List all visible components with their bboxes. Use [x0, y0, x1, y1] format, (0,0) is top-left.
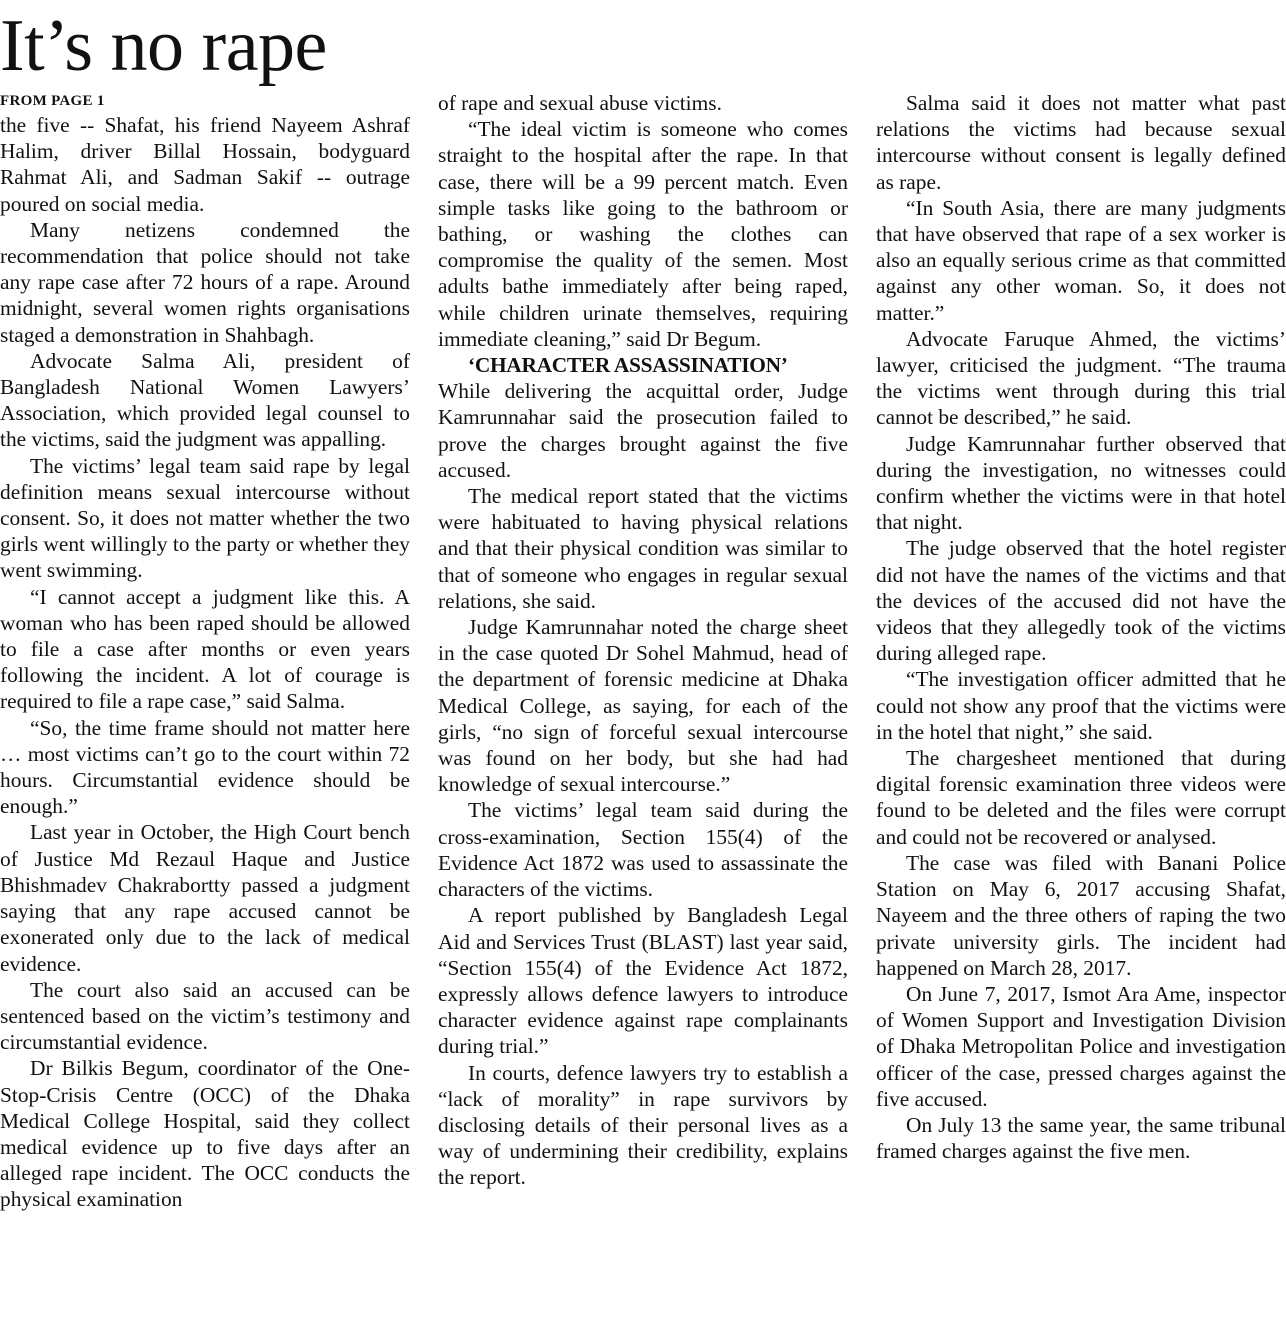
paragraph: The court also said an accused can be sentenced based on the victim’s testimony and circumstantial evidence. [0, 977, 410, 1055]
paragraph: the five -- Shafat, his friend Nayeem Ashraf Halim, driver Billal Hossain, bodyguard Rahmat Ali, and Sadman Sakif -- outrage poured on social media. [0, 113, 410, 216]
paragraph: In courts, defence lawyers try to establish a “lack of morality” in rape survivors by disclosing details of their personal lives as a way of undermining their credibility, explains the report. [438, 1060, 848, 1190]
paragraph: “The investigation officer admitted that he could not show any proof that the victims were in the hotel that night,” she said. [876, 667, 1286, 744]
paragraph: The chargesheet mentioned that during digital forensic examination three videos were found to be deleted and the files were corrupt and could not be recovered or analysed. [876, 746, 1286, 849]
paragraph: Judge Kamrunnahar noted the charge sheet in the case quoted Dr Sohel Mahmud, head of the department of forensic medicine at Dhaka Medical College, as saying, for each of the girls, “no sign of forceful sexual intercourse was found on her body, but she had had knowledge of sexual intercourse.” [438, 615, 848, 797]
paragraph: “So, the time frame should not matter here … most victims can’t go to the court within 72 hours. Circumstantial evidence should be enough.” [0, 715, 410, 819]
paragraph: Advocate Faruque Ahmed, the victims’ lawyer, criticised the judgment. “The trauma the victims went through during this trial cannot be described,” he said. [876, 326, 1286, 430]
headline: It’s no rape [0, 5, 327, 87]
paragraph: The medical report stated that the victims were habituated to having physical relations and that their physical condition was similar to that of someone who engages in regular sexual relations, she said. [438, 484, 848, 613]
paragraph: Dr Bilkis Begum, coordinator of the One-Stop-Crisis Centre (OCC) of the Dhaka Medical College Hospital, said they collect medical evidence up to five days after an alleged rape incident. The OCC conducts the physical examination [0, 1056, 410, 1212]
section-subhead: ‘CHARACTER ASSASSINATION’ [468, 353, 788, 378]
paragraph: A report published by Bangladesh Legal Aid and Services Trust (BLAST) last year said, “Section 155(4) of the Evidence Act 1872, expressly allows defence lawyers to introduce character evidence against rape complainants during trial.” [438, 903, 848, 1059]
article-column-2 [438, 90, 848, 1191]
paragraph: Judge Kamrunnahar further observed that during the investigation, no witnesses could confirm whether the victims were in that hotel that night. [876, 431, 1286, 535]
article-column-1 [0, 90, 410, 1213]
paragraph: The case was filed with Banani Police Station on May 6, 2017 accusing Shafat, Nayeem and the three others of raping the two private university girls. The incident had happened on March 28, 2017. [876, 850, 1286, 980]
paragraph: Last year in October, the High Court bench of Justice Md Rezaul Haque and Justice Bhishmadev Chakrabortty passed a judgment saying that any rape accused cannot be exonerated only due to the lack of medical evidence. [0, 820, 410, 976]
paragraph: The victims’ legal team said rape by legal definition means sexual intercourse without consent. So, it does not matter whether the two girls went willingly to the party or whether they went swimming. [0, 453, 410, 583]
paragraph: Salma said it does not matter what past relations the victims had because sexual intercourse without consent is legally defined as rape. [876, 91, 1286, 194]
paragraph: Many netizens condemned the recommendation that police should not take any rape case after 72 hours of a rape. Around midnight, several women rights organisations staged a demonstration in Shahbagh. [0, 217, 410, 347]
paragraph: “The ideal victim is someone who comes straight to the hospital after the rape. In that case, there will be a 99 percent match. Even simple tasks like going to the bathroom or bathing, or washing the clothes can compromise the quality of the semen. Most adults bathe immediately after being raped, while children urinate themselves, requiring immediate cleaning,” said Dr Begum. [438, 117, 848, 351]
paragraph: While delivering the acquittal order, Judge Kamrunnahar said the prosecution failed to prove the charges brought against the five accused. [438, 379, 848, 482]
paragraph: The judge observed that the hotel register did not have the names of the victims and that the devices of the accused did not have the videos that they allegedly took of the victims during alleged rape. [876, 536, 1286, 666]
paragraph: The victims’ legal team said during the cross-examination, Section 155(4) of the Evidence Act 1872 was used to assassinate the characters of the victims. [438, 798, 848, 902]
paragraph: Advocate Salma Ali, president of Bangladesh National Women Lawyers’ Association, which provided legal counsel to the victims, said the judgment was appalling. [0, 348, 410, 452]
article-column-3 [876, 90, 1286, 1164]
paragraph: of rape and sexual abuse victims. [438, 91, 722, 115]
continuation-kicker: FROM PAGE 1 [0, 93, 105, 109]
paragraph: “I cannot accept a judgment like this. A woman who has been raped should be allowed to file a case after months or even years following the incident. A lot of courage is required to file a rape case,” said Salma. [0, 584, 410, 714]
paragraph: “In South Asia, there are many judgments that have observed that rape of a sex worker is also an equally serious crime as that committed against any other woman. So, it does not matter.” [876, 195, 1286, 325]
paragraph: On June 7, 2017, Ismot Ara Ame, inspector of Women Support and Investigation Division of Dhaka Metropolitan Police and investigation officer of the case, pressed charges against the five accused. [876, 981, 1286, 1111]
paragraph: On July 13 the same year, the same tribunal framed charges against the five men. [876, 1112, 1286, 1164]
